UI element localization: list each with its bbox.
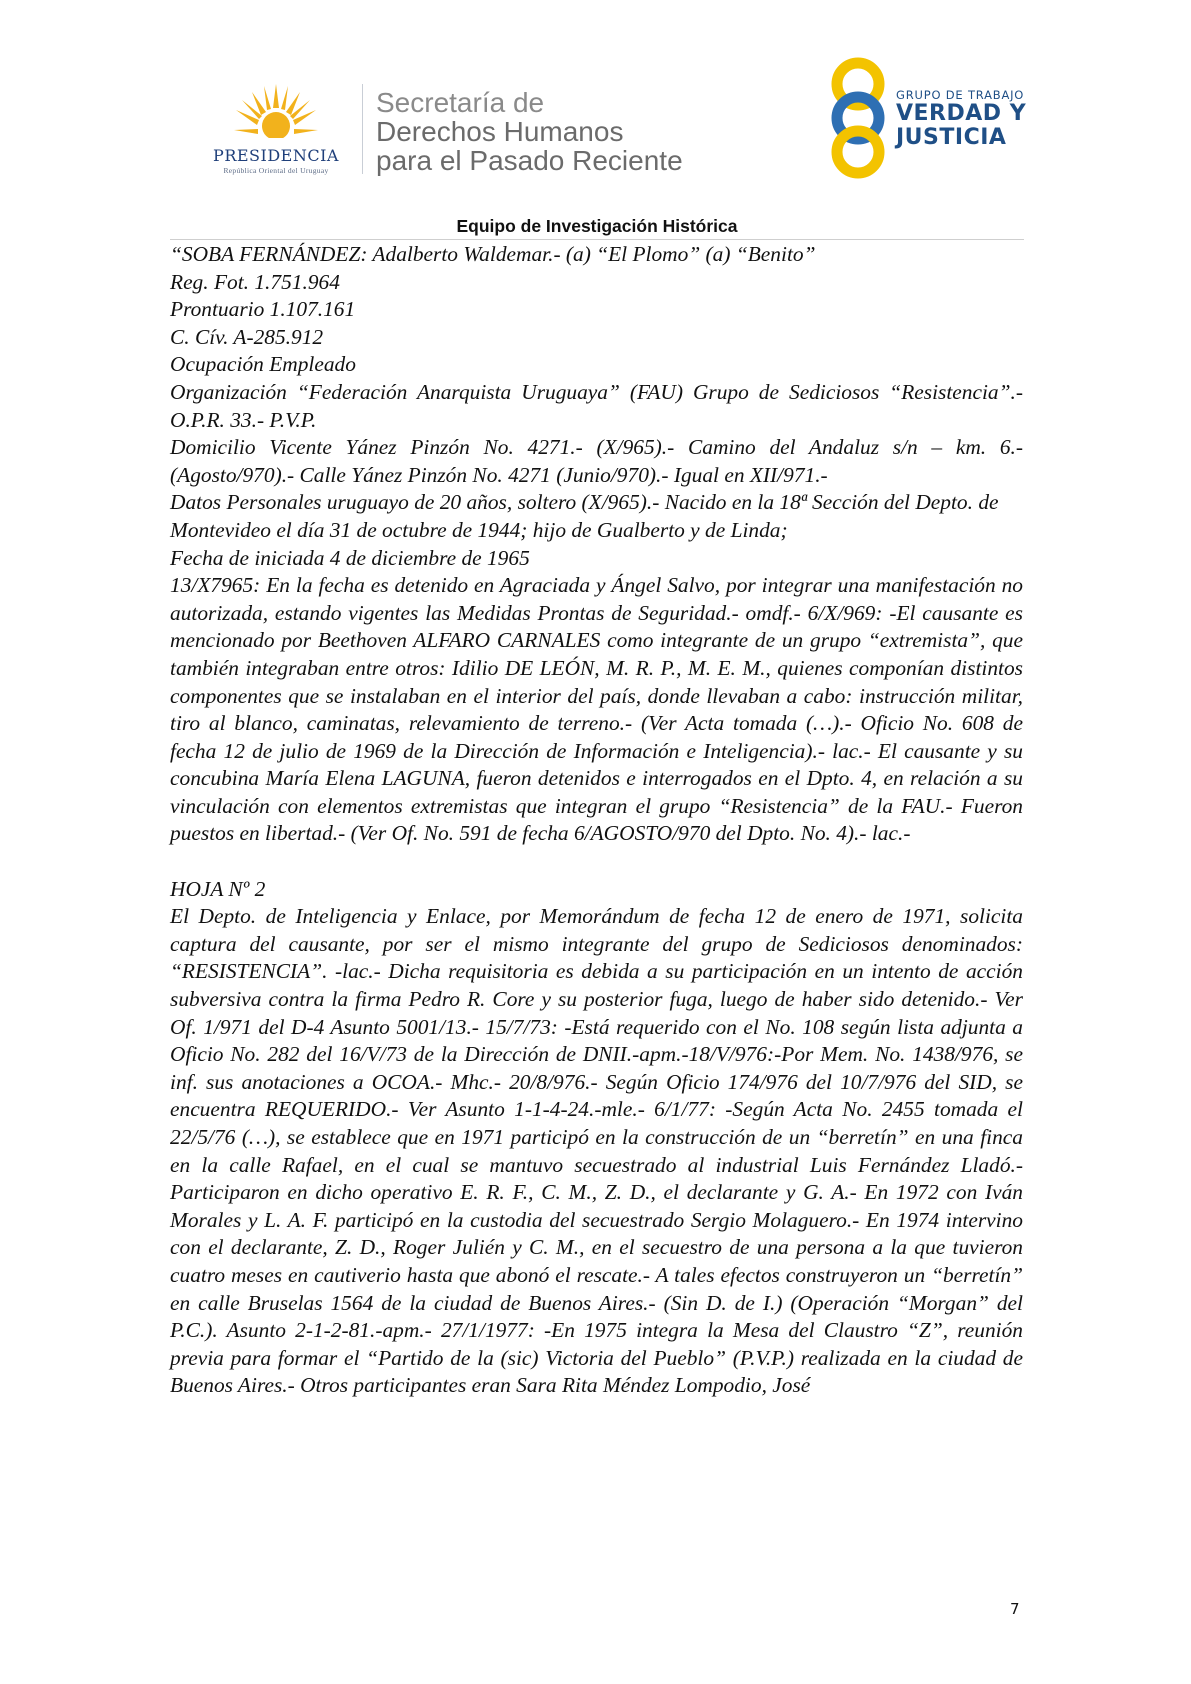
hoja-heading: HOJA Nº 2 — [170, 876, 266, 901]
gtvj-line-1: GRUPO DE TRABAJO — [896, 88, 1025, 102]
presidencia-logo — [196, 82, 356, 182]
secretaria-line-3: para el Pasado Reciente — [376, 145, 683, 176]
header-rule — [170, 239, 1024, 240]
secretaria-line-1: Secretaría de — [376, 87, 545, 118]
presidencia-label: PRESIDENCIA — [213, 146, 339, 165]
header-divider — [362, 84, 363, 174]
secretaria-line-2: Derechos Humanos — [376, 116, 624, 147]
civ-line: C. Cív. A-285.912 — [170, 324, 324, 349]
gtvj-line-2: VERDAD Y — [896, 101, 1027, 126]
interlocked-rings-icon — [820, 56, 896, 182]
prontuario-line: Prontuario 1.107.161 — [170, 297, 356, 322]
presidencia-sub-label: República Oriental del Uruguay — [223, 166, 329, 175]
document-body — [170, 241, 1023, 1400]
organizacion-paragraph: Organización “Federación Anarquista Uruguaya” (FAU) Grupo de Sediciosos “Resistencia”.- O.P.R. 33.- P.V.P. — [170, 379, 1023, 432]
ocupacion-line: Ocupación Empleado — [170, 352, 356, 377]
gtvj-line-3: JUSTICIA — [896, 125, 1007, 150]
datos-personales-paragraph: Datos Personales uruguayo de 20 años, soltero (X/965).- Nacido en la 18ª Sección del Depto. de Montevideo el día 31 de octubre de 1944; hijo de Gualberto y de Linda; — [170, 490, 999, 542]
verdad-justicia-logo — [820, 56, 1040, 182]
section-title: Equipo de Investigación Histórica — [456, 216, 738, 236]
fecha-iniciada-line: Fecha de iniciada 4 de diciembre de 1965 — [170, 545, 530, 570]
reg-fot-line: Reg. Fot. 1.751.964 — [170, 269, 340, 294]
verdad-justicia-text — [896, 88, 1026, 150]
record-paragraph-2: El Depto. de Inteligencia y Enlace, por Memorándum de fecha 12 de enero de 1971, solicita captura del causante, por ser el mismo integrante del grupo de Sediciosos denominados: “RESISTENCIA”. -lac.- Dicha requisitoria es debida a su participación en un intento de acción subversiva contra la firma Pedro R. Core y su posterior fuga, luego de haber sido detenido.- Ver Of. 1/971 del D-4 Asunto 5001/13.- 15/7/73: -Está requerido con el No. 108 según lista adjunta a Oficio No. 282 del 16/V/73 de la Dirección de DNII.-apm.-18/V/976:-Por Mem. No. 1438/976, se inf. sus anotaciones a OCOA.- Mhc.- 20/8/976.- Según Oficio 174/976 del 10/7/976 del SID, se encuentra REQUERIDO.- Ver Asunto 1-1-4-24.-mle.- 6/1/77: -Según Acta No. 2455 tomada el 22/5/76 (…), se establece que en 1971 participó en la construcción de un “berretín” en una finca en la calle Rafael, en el cual se mantuvo secuestrado al industrial Luis Fernández Lladó.- Participaron en dicho operativo E. R. F., C. M., Z. D., el declarante y G. A.- En 1972 con Iván Morales y L. A. F. participó en la custodia del secuestrado Sergio Molaguero.- En 1974 intervino con el declarante, Z. D., Roger Julién y C. M., en el secuestro de una persona a la que tuvieron cuatro meses en cautiverio hasta que abonó el rescate.- A tales efectos construyeron un “berretín” en calle Bruselas 1564 de la ciudad de Buenos Aires.- (Sin D. de I.) (Operación “Morgan” del P.C.). Asunto 2-1-2-81.-apm.- 27/1/1977: -En 1975 integra la Mesa del Claustro “Z”, reunión previa para formar el “Partido de la (sic) Victoria del Pueblo” (P.V.P.) realizada en la ciudad de Buenos Aires.- Otros participantes eran Sara Rita Méndez Lompodio, José — [170, 904, 1023, 1398]
subject-name-line: “SOBA FERNÁNDEZ: Adalberto Waldemar.- (a) “El Plomo” (a) “Benito” — [170, 242, 816, 266]
secretaria-logo-text — [376, 88, 683, 175]
record-paragraph-1: 13/X7965: En la fecha es detenido en Agraciada y Ángel Salvo, por integrar una manifestación no autorizada, estando vigentes las Medidas Prontas de Seguridad.- omdf.- 6/X/969: -El causante es mencionado por Beethoven ALFARO CARNALES como integrante de un grupo “extremista”, que también integraban entre otros: Idilio DE LEÓN, M. R. P., M. E. M., quienes componían distintos componentes que se instalaban en el interior del país, donde llevaban a cabo: instrucción militar, tiro al blanco, caminatas, relevamiento de terreno.- (Ver Acta tomada (…).- Oficio No. 608 de fecha 12 de julio de 1969 de la Dirección de Información e Inteligencia).- lac.- El causante y su concubina María Elena LAGUNA, fueron detenidos e interrogados en el Dpto. 4, en relación a su vinculación con elementos extremistas que integran el grupo “Resistencia” de la FAU.- Fueron puestos en libertad.- (Ver Of. No. 591 de fecha 6/AGOSTO/970 del Dpto. No. 4).- lac.- — [170, 573, 1023, 846]
paragraph-gap — [170, 848, 1023, 876]
domicilio-paragraph: Domicilio Vicente Yánez Pinzón No. 4271.- (X/965).- Camino del Andaluz s/n – km. 6.- (Agosto/970).- Calle Yánez Pinzón No. 4271 (Junio/970).- Igual en XII/971.- — [170, 435, 1023, 487]
sun-emblem-icon — [232, 82, 320, 146]
page-number: 7 — [1010, 1600, 1020, 1618]
